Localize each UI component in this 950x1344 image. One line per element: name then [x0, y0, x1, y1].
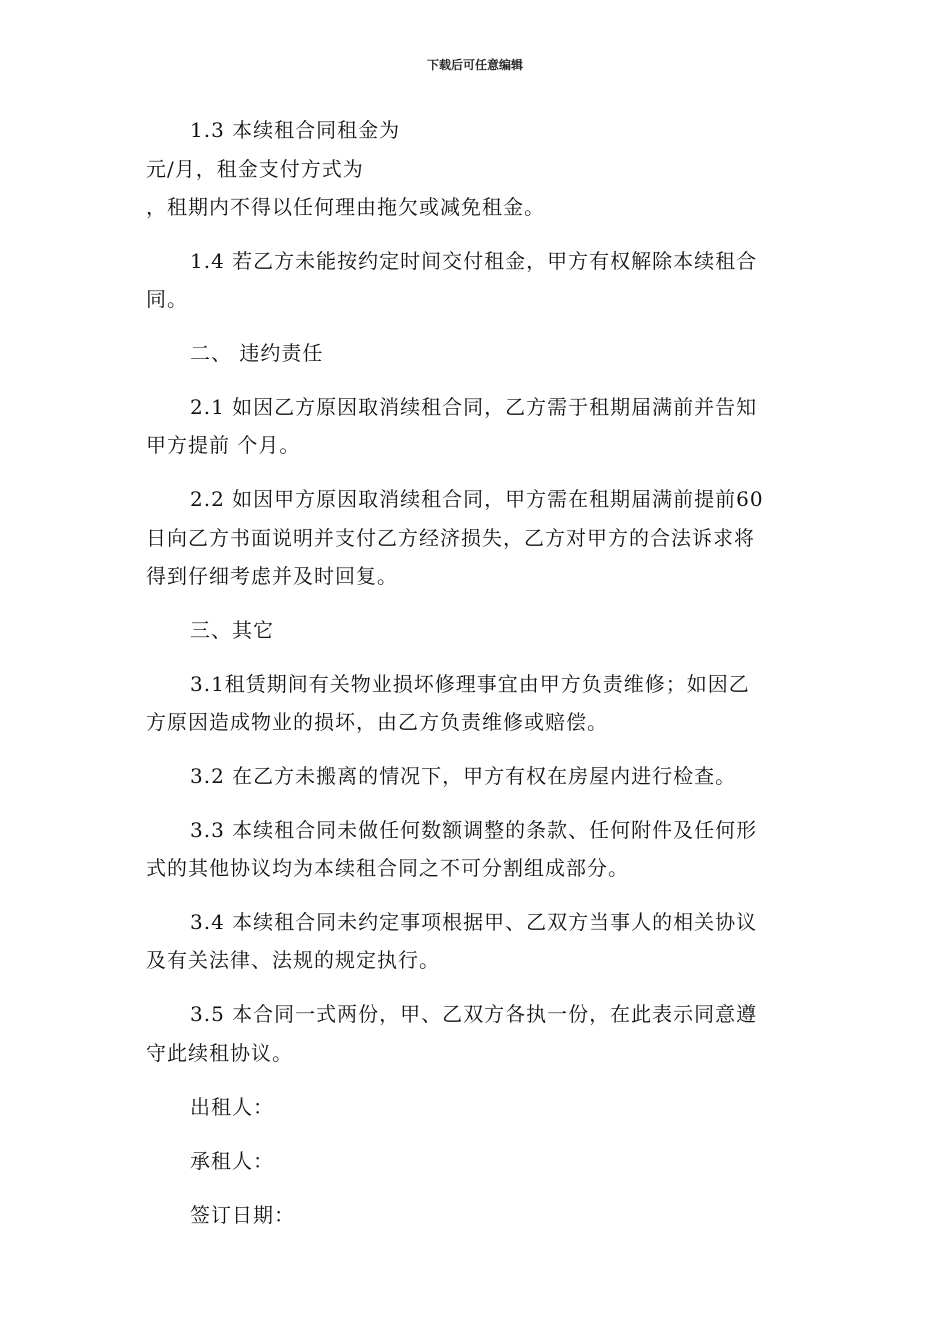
- clause-1-4-line-1: 1.4 若乙方未能按约定时间交付租金，甲方有权解除本续租合: [190, 249, 758, 273]
- clause-3-1-line-1: 3.1租赁期间有关物业损坏修理事宜由甲方负责维修；如因乙: [190, 672, 750, 696]
- clause-2-1-line-1: 2.1 如因乙方原因取消续租合同，乙方需于租期届满前并告知: [190, 395, 758, 419]
- clause-3-3-line-1: 3.3 本续租合同未做任何数额调整的条款、任何附件及任何形: [190, 818, 758, 842]
- section-3-title: 三、其它: [190, 618, 274, 642]
- clause-3-1-line-2: 方原因造成物业的损坏，由乙方负责维修或赔偿。: [146, 710, 608, 734]
- clause-1-3-line-1: 1.3 本续租合同租金为: [190, 118, 401, 142]
- clause-1-3-line-3: ，租期内不得以任何理由拖欠或减免租金。: [146, 195, 545, 219]
- clause-3-5-line-1: 3.5 本合同一式两份，甲、乙双方各执一份，在此表示同意遵: [190, 1002, 758, 1026]
- section-2-title: 二、 违约责任: [190, 341, 324, 365]
- lessor-label: 出租人：: [190, 1095, 274, 1119]
- clause-3-5-line-2: 守此续租协议。: [146, 1041, 293, 1065]
- clause-2-2-line-3: 得到仔细考虑并及时回复。: [146, 564, 398, 588]
- download-editable-note: 下载后可任意编辑: [426, 58, 523, 72]
- clause-3-2-line-1: 3.2 在乙方未搬离的情况下，甲方有权在房屋内进行检查。: [190, 764, 737, 788]
- clause-3-4-line-2: 及有关法律、法规的规定执行。: [146, 948, 440, 972]
- clause-1-4-line-2: 同。: [146, 287, 188, 311]
- clause-1-3-line-2: 元/月，租金支付方式为: [146, 157, 364, 181]
- clause-3-4-line-1: 3.4 本续租合同未约定事项根据甲、乙双方当事人的相关协议: [190, 910, 758, 934]
- clause-2-1-line-2: 甲方提前 个月。: [146, 433, 301, 457]
- clause-3-3-line-2: 式的其他协议均为本续租合同之不可分割组成部分。: [146, 856, 629, 880]
- signing-date-label: 签订日期：: [190, 1203, 295, 1227]
- clause-2-2-line-1: 2.2 如因甲方原因取消续租合同，甲方需在租期届满前提前60: [190, 487, 764, 511]
- clause-2-2-line-2: 日向乙方书面说明并支付乙方经济损失，乙方对甲方的合法诉求将: [146, 526, 755, 550]
- lessee-label: 承租人：: [190, 1149, 274, 1173]
